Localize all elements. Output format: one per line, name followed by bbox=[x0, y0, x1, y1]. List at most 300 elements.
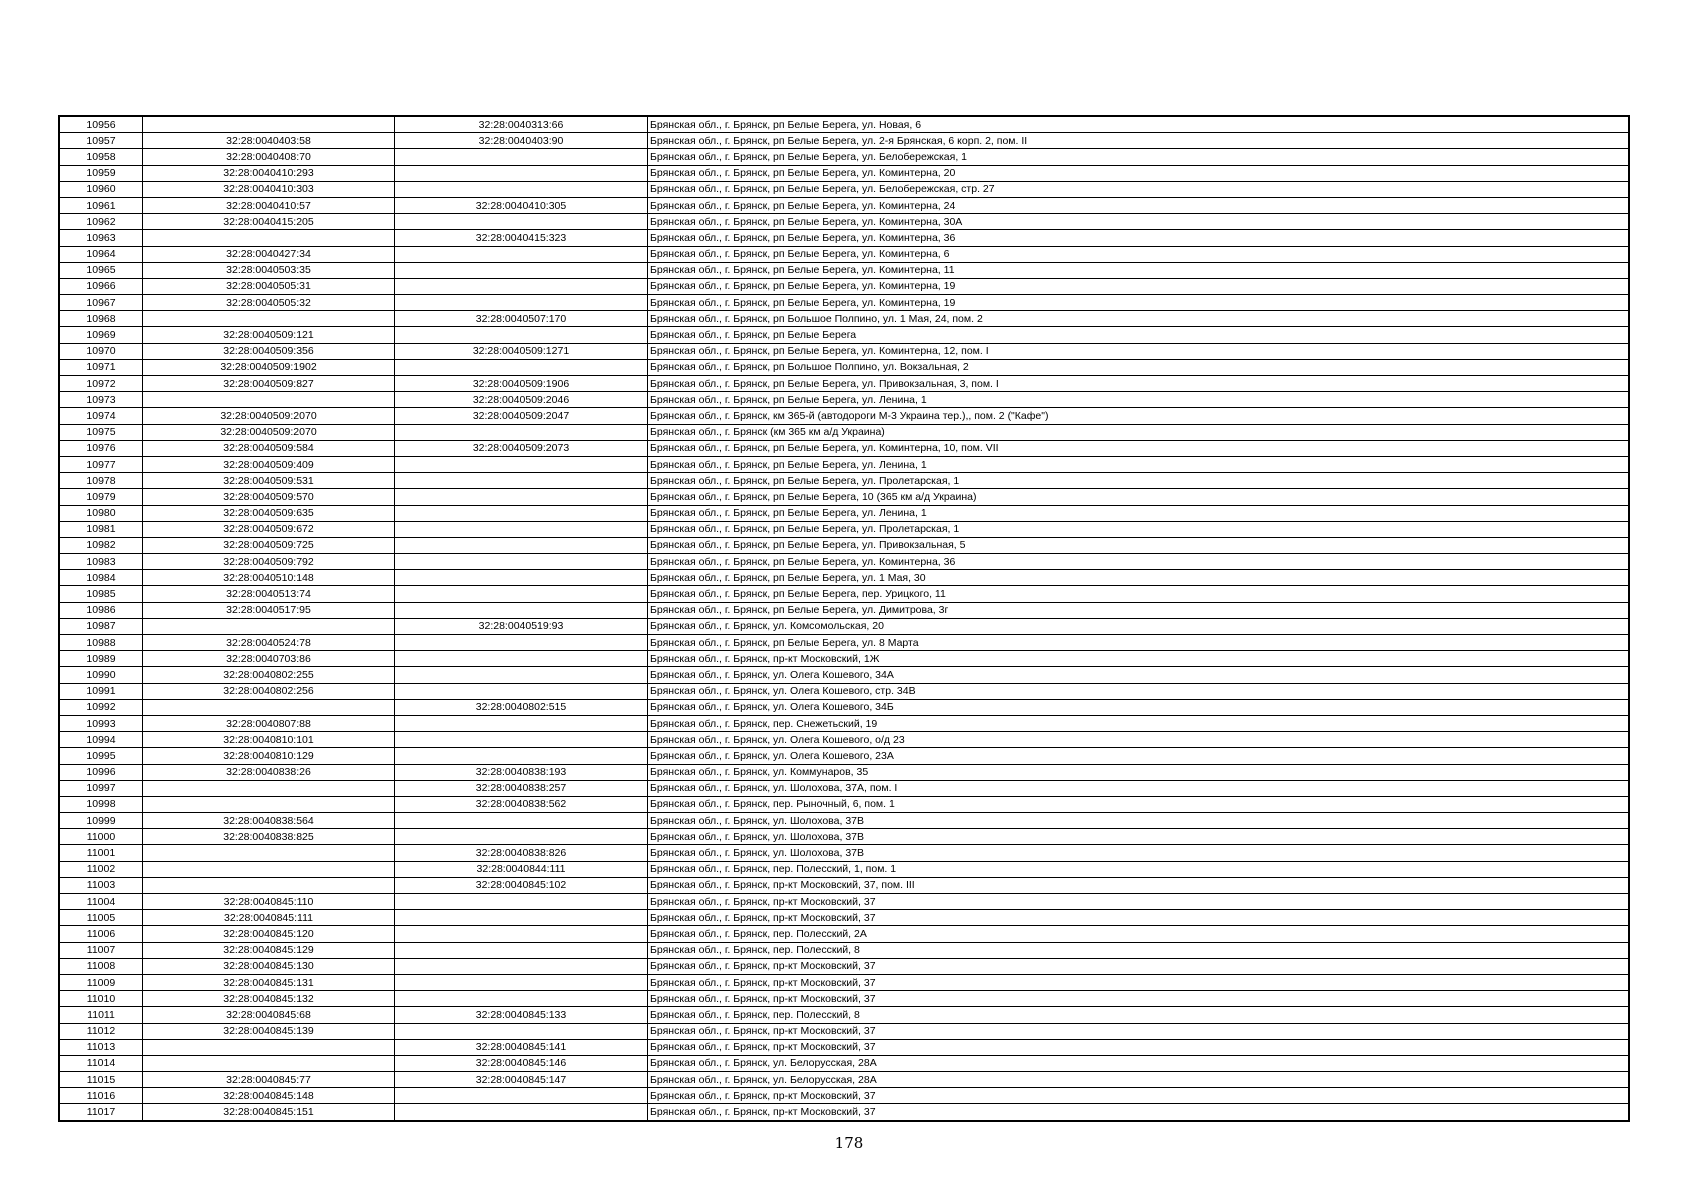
cadastral-number-cell: 32:28:0040845:131 bbox=[143, 974, 395, 990]
table-row bbox=[59, 376, 1629, 392]
table-row bbox=[59, 570, 1629, 586]
address-cell: Брянская обл., г. Брянск, пр-кт Московский, 37 bbox=[648, 1104, 1630, 1121]
table-row bbox=[59, 683, 1629, 699]
cadastral-number-cell bbox=[143, 699, 395, 715]
cadastral-number-cell bbox=[143, 1039, 395, 1055]
table-row bbox=[59, 651, 1629, 667]
table-row bbox=[59, 813, 1629, 829]
address-cell: Брянская обл., г. Брянск, рп Белые Берега, ул. Новая, 6 bbox=[648, 116, 1630, 133]
address-cell: Брянская обл., г. Брянск, рп Белые Берега, ул. Ленина, 1 bbox=[648, 505, 1630, 521]
address-cell: Брянская обл., г. Брянск, рп Белые Берега, ул. Белобережская, 1 bbox=[648, 149, 1630, 165]
cadastral-number-cell: 32:28:0040509:672 bbox=[143, 521, 395, 537]
address-cell: Брянская обл., г. Брянск, ул. Комсомольская, 20 bbox=[648, 618, 1630, 634]
table-row bbox=[59, 149, 1629, 165]
table-row bbox=[59, 424, 1629, 440]
table-row bbox=[59, 278, 1629, 294]
address-cell: Брянская обл., г. Брянск, рп Белые Берега, ул. Коминтерна, 12, пом. I bbox=[648, 343, 1630, 359]
row-number-cell: 10990 bbox=[59, 667, 143, 683]
cadastral-number-cell: 32:28:0040403:58 bbox=[143, 133, 395, 149]
address-cell: Брянская обл., г. Брянск, пр-кт Московский, 37 bbox=[648, 1039, 1630, 1055]
cadastral-number-cell: 32:28:0040845:120 bbox=[143, 926, 395, 942]
premises-cadastral-number-cell: 32:28:0040838:257 bbox=[395, 780, 648, 796]
row-number-cell: 11015 bbox=[59, 1072, 143, 1088]
premises-cadastral-number-cell bbox=[395, 958, 648, 974]
cadastral-number-cell: 32:28:0040838:564 bbox=[143, 813, 395, 829]
cadastral-number-cell: 32:28:0040503:35 bbox=[143, 262, 395, 278]
table-row bbox=[59, 602, 1629, 618]
address-cell: Брянская обл., г. Брянск, рп Белые Берега, ул. Коминтерна, 11 bbox=[648, 262, 1630, 278]
address-cell: Брянская обл., г. Брянск, рп Белые Берега, ул. Привокзальная, 3, пом. I bbox=[648, 376, 1630, 392]
cadastral-number-cell: 32:28:0040845:129 bbox=[143, 942, 395, 958]
premises-cadastral-number-cell bbox=[395, 732, 648, 748]
table-row bbox=[59, 165, 1629, 181]
premises-cadastral-number-cell bbox=[395, 278, 648, 294]
row-number-cell: 11008 bbox=[59, 958, 143, 974]
row-number-cell: 11004 bbox=[59, 894, 143, 910]
row-number-cell: 10976 bbox=[59, 440, 143, 456]
property-registry-table bbox=[58, 115, 1630, 1122]
address-cell: Брянская обл., г. Брянск, рп Белые Берега, ул. 1 Мая, 30 bbox=[648, 570, 1630, 586]
premises-cadastral-number-cell bbox=[395, 910, 648, 926]
row-number-cell: 10980 bbox=[59, 505, 143, 521]
row-number-cell: 10983 bbox=[59, 554, 143, 570]
table-row bbox=[59, 942, 1629, 958]
address-cell: Брянская обл., г. Брянск, ул. Олега Кошевого, 34А bbox=[648, 667, 1630, 683]
row-number-cell: 10969 bbox=[59, 327, 143, 343]
premises-cadastral-number-cell: 32:28:0040509:2047 bbox=[395, 408, 648, 424]
cadastral-number-cell bbox=[143, 392, 395, 408]
row-number-cell: 11005 bbox=[59, 910, 143, 926]
cadastral-number-cell: 32:28:0040410:293 bbox=[143, 165, 395, 181]
premises-cadastral-number-cell bbox=[395, 586, 648, 602]
cadastral-number-cell bbox=[143, 845, 395, 861]
table-row bbox=[59, 456, 1629, 472]
address-cell: Брянская обл., г. Брянск, пр-кт Московский, 37 bbox=[648, 1088, 1630, 1104]
premises-cadastral-number-cell bbox=[395, 570, 648, 586]
cadastral-number-cell: 32:28:0040845:110 bbox=[143, 894, 395, 910]
premises-cadastral-number-cell: 32:28:0040844:111 bbox=[395, 861, 648, 877]
cadastral-number-cell: 32:28:0040509:1902 bbox=[143, 359, 395, 375]
address-cell: Брянская обл., г. Брянск, ул. Белорусская, 28А bbox=[648, 1072, 1630, 1088]
cadastral-number-cell: 32:28:0040408:70 bbox=[143, 149, 395, 165]
cadastral-number-cell: 32:28:0040810:101 bbox=[143, 732, 395, 748]
row-number-cell: 10989 bbox=[59, 651, 143, 667]
premises-cadastral-number-cell bbox=[395, 473, 648, 489]
table-row bbox=[59, 440, 1629, 456]
row-number-cell: 11012 bbox=[59, 1023, 143, 1039]
premises-cadastral-number-cell bbox=[395, 489, 648, 505]
address-cell: Брянская обл., г. Брянск (км 365 км а/д Украина) bbox=[648, 424, 1630, 440]
address-cell: Брянская обл., г. Брянск, рп Белые Берега, ул. Коминтерна, 20 bbox=[648, 165, 1630, 181]
table-row bbox=[59, 635, 1629, 651]
address-cell: Брянская обл., г. Брянск, рп Белые Берега, ул. Коминтерна, 10, пом. VII bbox=[648, 440, 1630, 456]
address-cell: Брянская обл., г. Брянск, рп Большое Полпино, ул. Вокзальная, 2 bbox=[648, 359, 1630, 375]
table-row bbox=[59, 618, 1629, 634]
address-cell: Брянская обл., г. Брянск, рп Белые Берега, ул. Пролетарская, 1 bbox=[648, 521, 1630, 537]
row-number-cell: 10965 bbox=[59, 262, 143, 278]
address-cell: Брянская обл., г. Брянск, рп Белые Берега, ул. Ленина, 1 bbox=[648, 392, 1630, 408]
address-cell: Брянская обл., г. Брянск, ул. Коммунаров, 35 bbox=[648, 764, 1630, 780]
row-number-cell: 10960 bbox=[59, 181, 143, 197]
address-cell: Брянская обл., г. Брянск, пер. Полесский, 2А bbox=[648, 926, 1630, 942]
row-number-cell: 10970 bbox=[59, 343, 143, 359]
cadastral-number-cell: 32:28:0040427:34 bbox=[143, 246, 395, 262]
row-number-cell: 11007 bbox=[59, 942, 143, 958]
cadastral-number-cell: 32:28:0040838:825 bbox=[143, 829, 395, 845]
premises-cadastral-number-cell bbox=[395, 149, 648, 165]
row-number-cell: 10973 bbox=[59, 392, 143, 408]
address-cell: Брянская обл., г. Брянск, км 365-й (автодороги М-3 Украина тер.),, пом. 2 ("Кафе") bbox=[648, 408, 1630, 424]
row-number-cell: 10984 bbox=[59, 570, 143, 586]
cadastral-number-cell: 32:28:0040810:129 bbox=[143, 748, 395, 764]
address-cell: Брянская обл., г. Брянск, ул. Олега Кошевого, стр. 34В bbox=[648, 683, 1630, 699]
row-number-cell: 10993 bbox=[59, 715, 143, 731]
page-number: 178 bbox=[834, 1134, 864, 1152]
address-cell: Брянская обл., г. Брянск, ул. Шолохова, 37В bbox=[648, 829, 1630, 845]
row-number-cell: 10987 bbox=[59, 618, 143, 634]
cadastral-number-cell: 32:28:0040509:635 bbox=[143, 505, 395, 521]
premises-cadastral-number-cell bbox=[395, 635, 648, 651]
row-number-cell: 10997 bbox=[59, 780, 143, 796]
row-number-cell: 10968 bbox=[59, 311, 143, 327]
table-row bbox=[59, 262, 1629, 278]
cadastral-number-cell: 32:28:0040845:111 bbox=[143, 910, 395, 926]
address-cell: Брянская обл., г. Брянск, пер. Полесский, 8 bbox=[648, 1007, 1630, 1023]
row-number-cell: 10977 bbox=[59, 456, 143, 472]
cadastral-number-cell: 32:28:0040410:303 bbox=[143, 181, 395, 197]
table-row bbox=[59, 537, 1629, 553]
address-cell: Брянская обл., г. Брянск, рп Белые Берега, ул. Белобережская, стр. 27 bbox=[648, 181, 1630, 197]
premises-cadastral-number-cell bbox=[395, 715, 648, 731]
premises-cadastral-number-cell bbox=[395, 602, 648, 618]
address-cell: Брянская обл., г. Брянск, пр-кт Московский, 37 bbox=[648, 910, 1630, 926]
table-row bbox=[59, 715, 1629, 731]
premises-cadastral-number-cell bbox=[395, 359, 648, 375]
premises-cadastral-number-cell bbox=[395, 521, 648, 537]
table-row bbox=[59, 327, 1629, 343]
cadastral-number-cell: 32:28:0040845:132 bbox=[143, 991, 395, 1007]
row-number-cell: 10963 bbox=[59, 230, 143, 246]
row-number-cell: 10978 bbox=[59, 473, 143, 489]
registry-table-body bbox=[59, 116, 1629, 1121]
premises-cadastral-number-cell bbox=[395, 1023, 648, 1039]
row-number-cell: 11011 bbox=[59, 1007, 143, 1023]
address-cell: Брянская обл., г. Брянск, пер. Полесский, 8 bbox=[648, 942, 1630, 958]
premises-cadastral-number-cell bbox=[395, 554, 648, 570]
row-number-cell: 10967 bbox=[59, 295, 143, 311]
cadastral-number-cell bbox=[143, 877, 395, 893]
cadastral-number-cell: 32:28:0040845:139 bbox=[143, 1023, 395, 1039]
table-row bbox=[59, 877, 1629, 893]
row-number-cell: 10957 bbox=[59, 133, 143, 149]
table-row bbox=[59, 230, 1629, 246]
premises-cadastral-number-cell bbox=[395, 942, 648, 958]
table-row bbox=[59, 181, 1629, 197]
cadastral-number-cell: 32:28:0040845:77 bbox=[143, 1072, 395, 1088]
row-number-cell: 10999 bbox=[59, 813, 143, 829]
row-number-cell: 10971 bbox=[59, 359, 143, 375]
address-cell: Брянская обл., г. Брянск, ул. Олега Кошевого, о/д 23 bbox=[648, 732, 1630, 748]
cadastral-number-cell: 32:28:0040505:31 bbox=[143, 278, 395, 294]
table-row bbox=[59, 1088, 1629, 1104]
table-row bbox=[59, 197, 1629, 213]
premises-cadastral-number-cell bbox=[395, 537, 648, 553]
premises-cadastral-number-cell: 32:28:0040509:1271 bbox=[395, 343, 648, 359]
cadastral-number-cell bbox=[143, 116, 395, 133]
premises-cadastral-number-cell bbox=[395, 651, 648, 667]
cadastral-number-cell bbox=[143, 796, 395, 812]
address-cell: Брянская обл., г. Брянск, рп Белые Берега, ул. Привокзальная, 5 bbox=[648, 537, 1630, 553]
row-number-cell: 11006 bbox=[59, 926, 143, 942]
cadastral-number-cell: 32:28:0040410:57 bbox=[143, 197, 395, 213]
row-number-cell: 10988 bbox=[59, 635, 143, 651]
table-row bbox=[59, 829, 1629, 845]
premises-cadastral-number-cell bbox=[395, 1104, 648, 1121]
cadastral-number-cell: 32:28:0040802:255 bbox=[143, 667, 395, 683]
premises-cadastral-number-cell: 32:28:0040838:562 bbox=[395, 796, 648, 812]
row-number-cell: 11003 bbox=[59, 877, 143, 893]
row-number-cell: 10979 bbox=[59, 489, 143, 505]
premises-cadastral-number-cell: 32:28:0040509:2073 bbox=[395, 440, 648, 456]
cadastral-number-cell: 32:28:0040415:205 bbox=[143, 214, 395, 230]
cadastral-number-cell: 32:28:0040517:95 bbox=[143, 602, 395, 618]
table-row bbox=[59, 473, 1629, 489]
row-number-cell: 10972 bbox=[59, 376, 143, 392]
premises-cadastral-number-cell bbox=[395, 456, 648, 472]
address-cell: Брянская обл., г. Брянск, рп Белые Берега, ул. Димитрова, 3г bbox=[648, 602, 1630, 618]
premises-cadastral-number-cell bbox=[395, 683, 648, 699]
table-row bbox=[59, 505, 1629, 521]
cadastral-number-cell: 32:28:0040513:74 bbox=[143, 586, 395, 602]
premises-cadastral-number-cell: 32:28:0040313:66 bbox=[395, 116, 648, 133]
cadastral-number-cell bbox=[143, 861, 395, 877]
row-number-cell: 10959 bbox=[59, 165, 143, 181]
premises-cadastral-number-cell bbox=[395, 181, 648, 197]
address-cell: Брянская обл., г. Брянск, ул. Олега Кошевого, 34Б bbox=[648, 699, 1630, 715]
premises-cadastral-number-cell: 32:28:0040838:826 bbox=[395, 845, 648, 861]
address-cell: Брянская обл., г. Брянск, ул. Шолохова, 37В bbox=[648, 813, 1630, 829]
table-row bbox=[59, 343, 1629, 359]
table-row bbox=[59, 246, 1629, 262]
address-cell: Брянская обл., г. Брянск, пр-кт Московский, 37 bbox=[648, 1023, 1630, 1039]
premises-cadastral-number-cell bbox=[395, 327, 648, 343]
address-cell: Брянская обл., г. Брянск, рп Белые Берега, ул. Ленина, 1 bbox=[648, 456, 1630, 472]
table-row bbox=[59, 764, 1629, 780]
cadastral-number-cell: 32:28:0040510:148 bbox=[143, 570, 395, 586]
premises-cadastral-number-cell: 32:28:0040845:146 bbox=[395, 1055, 648, 1071]
cadastral-number-cell: 32:28:0040524:78 bbox=[143, 635, 395, 651]
table-row bbox=[59, 748, 1629, 764]
table-row bbox=[59, 311, 1629, 327]
address-cell: Брянская обл., г. Брянск, рп Белые Берега, пер. Урицкого, 11 bbox=[648, 586, 1630, 602]
table-row bbox=[59, 489, 1629, 505]
address-cell: Брянская обл., г. Брянск, пр-кт Московский, 37 bbox=[648, 894, 1630, 910]
address-cell: Брянская обл., г. Брянск, рп Белые Берега, ул. Коминтерна, 36 bbox=[648, 554, 1630, 570]
cadastral-number-cell: 32:28:0040509:121 bbox=[143, 327, 395, 343]
address-cell: Брянская обл., г. Брянск, рп Белые Берега, ул. Коминтерна, 36 bbox=[648, 230, 1630, 246]
row-number-cell: 10996 bbox=[59, 764, 143, 780]
address-cell: Брянская обл., г. Брянск, пр-кт Московский, 1Ж bbox=[648, 651, 1630, 667]
row-number-cell: 10992 bbox=[59, 699, 143, 715]
address-cell: Брянская обл., г. Брянск, рп Белые Берега, ул. Коминтерна, 19 bbox=[648, 295, 1630, 311]
address-cell: Брянская обл., г. Брянск, рп Большое Полпино, ул. 1 Мая, 24, пом. 2 bbox=[648, 311, 1630, 327]
premises-cadastral-number-cell bbox=[395, 813, 648, 829]
row-number-cell: 10964 bbox=[59, 246, 143, 262]
row-number-cell: 10998 bbox=[59, 796, 143, 812]
address-cell: Брянская обл., г. Брянск, рп Белые Берега, ул. Коминтерна, 6 bbox=[648, 246, 1630, 262]
cadastral-number-cell: 32:28:0040509:356 bbox=[143, 343, 395, 359]
row-number-cell: 11000 bbox=[59, 829, 143, 845]
row-number-cell: 10991 bbox=[59, 683, 143, 699]
address-cell: Брянская обл., г. Брянск, пр-кт Московский, 37 bbox=[648, 991, 1630, 1007]
cadastral-number-cell: 32:28:0040838:26 bbox=[143, 764, 395, 780]
premises-cadastral-number-cell: 32:28:0040845:141 bbox=[395, 1039, 648, 1055]
premises-cadastral-number-cell bbox=[395, 214, 648, 230]
premises-cadastral-number-cell bbox=[395, 424, 648, 440]
table-row bbox=[59, 667, 1629, 683]
cadastral-number-cell: 32:28:0040509:792 bbox=[143, 554, 395, 570]
table-row bbox=[59, 910, 1629, 926]
table-row bbox=[59, 521, 1629, 537]
row-number-cell: 11009 bbox=[59, 974, 143, 990]
cadastral-number-cell: 32:28:0040509:725 bbox=[143, 537, 395, 553]
table-row bbox=[59, 1007, 1629, 1023]
premises-cadastral-number-cell bbox=[395, 505, 648, 521]
table-row bbox=[59, 974, 1629, 990]
row-number-cell: 10995 bbox=[59, 748, 143, 764]
premises-cadastral-number-cell bbox=[395, 829, 648, 845]
table-row bbox=[59, 408, 1629, 424]
table-row bbox=[59, 214, 1629, 230]
row-number-cell: 10958 bbox=[59, 149, 143, 165]
cadastral-number-cell bbox=[143, 230, 395, 246]
address-cell: Брянская обл., г. Брянск, рп Белые Берега, ул. Коминтерна, 30А bbox=[648, 214, 1630, 230]
cadastral-number-cell bbox=[143, 780, 395, 796]
premises-cadastral-number-cell: 32:28:0040403:90 bbox=[395, 133, 648, 149]
cadastral-number-cell: 32:28:0040802:256 bbox=[143, 683, 395, 699]
row-number-cell: 11010 bbox=[59, 991, 143, 1007]
address-cell: Брянская обл., г. Брянск, рп Белые Берега, ул. 2-я Брянская, 6 корп. 2, пом. II bbox=[648, 133, 1630, 149]
cadastral-number-cell: 32:28:0040807:88 bbox=[143, 715, 395, 731]
address-cell: Брянская обл., г. Брянск, ул. Шолохова, 37В bbox=[648, 845, 1630, 861]
row-number-cell: 10975 bbox=[59, 424, 143, 440]
table-row bbox=[59, 780, 1629, 796]
row-number-cell: 10966 bbox=[59, 278, 143, 294]
address-cell: Брянская обл., г. Брянск, рп Белые Берега, 10 (365 км а/д Украина) bbox=[648, 489, 1630, 505]
table-row bbox=[59, 116, 1629, 133]
row-number-cell: 10956 bbox=[59, 116, 143, 133]
row-number-cell: 10974 bbox=[59, 408, 143, 424]
premises-cadastral-number-cell: 32:28:0040507:170 bbox=[395, 311, 648, 327]
premises-cadastral-number-cell: 32:28:0040802:515 bbox=[395, 699, 648, 715]
table-row bbox=[59, 295, 1629, 311]
premises-cadastral-number-cell: 32:28:0040509:2046 bbox=[395, 392, 648, 408]
premises-cadastral-number-cell: 32:28:0040410:305 bbox=[395, 197, 648, 213]
table-row bbox=[59, 1055, 1629, 1071]
table-row bbox=[59, 1072, 1629, 1088]
premises-cadastral-number-cell: 32:28:0040845:147 bbox=[395, 1072, 648, 1088]
table-row bbox=[59, 359, 1629, 375]
premises-cadastral-number-cell bbox=[395, 974, 648, 990]
premises-cadastral-number-cell: 32:28:0040509:1906 bbox=[395, 376, 648, 392]
address-cell: Брянская обл., г. Брянск, пер. Полесский, 1, пом. 1 bbox=[648, 861, 1630, 877]
table-row bbox=[59, 732, 1629, 748]
cadastral-number-cell bbox=[143, 618, 395, 634]
cadastral-number-cell bbox=[143, 1055, 395, 1071]
table-row bbox=[59, 958, 1629, 974]
address-cell: Брянская обл., г. Брянск, рп Белые Берега, ул. Коминтерна, 24 bbox=[648, 197, 1630, 213]
address-cell: Брянская обл., г. Брянск, пр-кт Московский, 37, пом. III bbox=[648, 877, 1630, 893]
cadastral-number-cell: 32:28:0040509:584 bbox=[143, 440, 395, 456]
address-cell: Брянская обл., г. Брянск, пер. Рыночный, 6, пом. 1 bbox=[648, 796, 1630, 812]
table-row bbox=[59, 586, 1629, 602]
premises-cadastral-number-cell bbox=[395, 926, 648, 942]
premises-cadastral-number-cell: 32:28:0040838:193 bbox=[395, 764, 648, 780]
cadastral-number-cell: 32:28:0040505:32 bbox=[143, 295, 395, 311]
cadastral-number-cell: 32:28:0040845:148 bbox=[143, 1088, 395, 1104]
table-row bbox=[59, 1023, 1629, 1039]
row-number-cell: 10982 bbox=[59, 537, 143, 553]
cadastral-number-cell: 32:28:0040509:2070 bbox=[143, 424, 395, 440]
cadastral-number-cell: 32:28:0040845:130 bbox=[143, 958, 395, 974]
row-number-cell: 10994 bbox=[59, 732, 143, 748]
table-row bbox=[59, 991, 1629, 1007]
premises-cadastral-number-cell bbox=[395, 295, 648, 311]
premises-cadastral-number-cell bbox=[395, 262, 648, 278]
premises-cadastral-number-cell bbox=[395, 1088, 648, 1104]
cadastral-number-cell: 32:28:0040509:409 bbox=[143, 456, 395, 472]
cadastral-number-cell: 32:28:0040509:531 bbox=[143, 473, 395, 489]
row-number-cell: 11016 bbox=[59, 1088, 143, 1104]
address-cell: Брянская обл., г. Брянск, рп Белые Берега, ул. Коминтерна, 19 bbox=[648, 278, 1630, 294]
table-row bbox=[59, 796, 1629, 812]
row-number-cell: 10981 bbox=[59, 521, 143, 537]
premises-cadastral-number-cell: 32:28:0040845:133 bbox=[395, 1007, 648, 1023]
cadastral-number-cell bbox=[143, 311, 395, 327]
table-row bbox=[59, 699, 1629, 715]
address-cell: Брянская обл., г. Брянск, ул. Белорусская, 28А bbox=[648, 1055, 1630, 1071]
row-number-cell: 10986 bbox=[59, 602, 143, 618]
table-row bbox=[59, 554, 1629, 570]
premises-cadastral-number-cell: 32:28:0040519:93 bbox=[395, 618, 648, 634]
cadastral-number-cell: 32:28:0040845:68 bbox=[143, 1007, 395, 1023]
address-cell: Брянская обл., г. Брянск, ул. Олега Кошевого, 23А bbox=[648, 748, 1630, 764]
table-row bbox=[59, 926, 1629, 942]
row-number-cell: 10962 bbox=[59, 214, 143, 230]
address-cell: Брянская обл., г. Брянск, рп Белые Берега, ул. 8 Марта bbox=[648, 635, 1630, 651]
table-row bbox=[59, 894, 1629, 910]
row-number-cell: 11001 bbox=[59, 845, 143, 861]
row-number-cell: 11017 bbox=[59, 1104, 143, 1121]
cadastral-number-cell: 32:28:0040703:86 bbox=[143, 651, 395, 667]
row-number-cell: 10961 bbox=[59, 197, 143, 213]
premises-cadastral-number-cell bbox=[395, 894, 648, 910]
row-number-cell: 11014 bbox=[59, 1055, 143, 1071]
table-row bbox=[59, 392, 1629, 408]
row-number-cell: 10985 bbox=[59, 586, 143, 602]
table-row bbox=[59, 845, 1629, 861]
row-number-cell: 11013 bbox=[59, 1039, 143, 1055]
premises-cadastral-number-cell bbox=[395, 667, 648, 683]
address-cell: Брянская обл., г. Брянск, рп Белые Берега bbox=[648, 327, 1630, 343]
cadastral-number-cell: 32:28:0040509:827 bbox=[143, 376, 395, 392]
table-row bbox=[59, 861, 1629, 877]
premises-cadastral-number-cell: 32:28:0040845:102 bbox=[395, 877, 648, 893]
premises-cadastral-number-cell bbox=[395, 748, 648, 764]
premises-cadastral-number-cell bbox=[395, 991, 648, 1007]
address-cell: Брянская обл., г. Брянск, рп Белые Берега, ул. Пролетарская, 1 bbox=[648, 473, 1630, 489]
address-cell: Брянская обл., г. Брянск, ул. Шолохова, 37А, пом. I bbox=[648, 780, 1630, 796]
